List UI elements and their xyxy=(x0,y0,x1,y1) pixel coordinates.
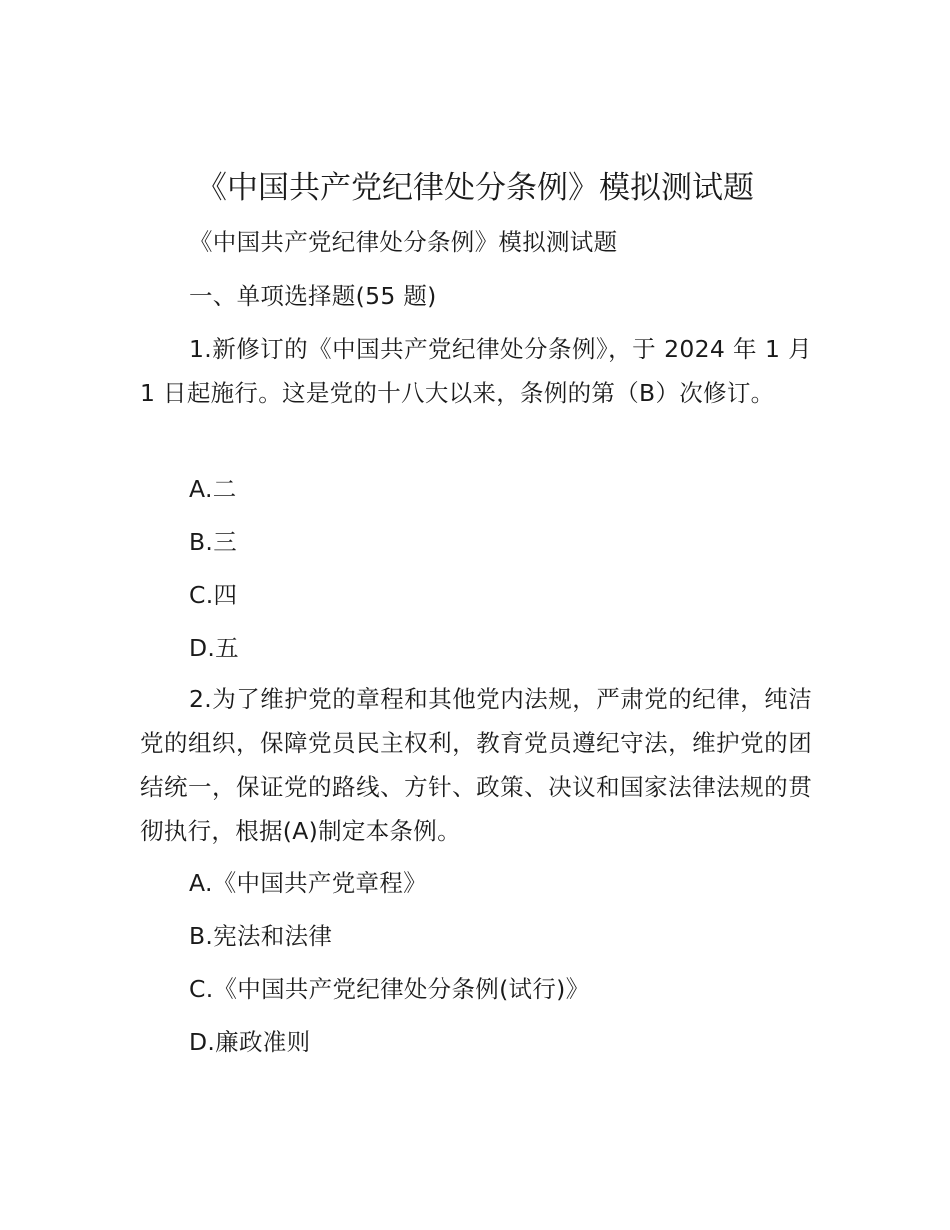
question-1-option-b: B.三 xyxy=(189,528,237,556)
document-title: 《中国共产党纪律处分条例》模拟测试题 xyxy=(196,170,754,206)
question-2-option-a: A.《中国共产党章程》 xyxy=(189,869,427,897)
question-1-option-d: D.五 xyxy=(189,634,239,662)
question-1-option-a: A.二 xyxy=(189,475,237,503)
question-2-text: 2.为了维护党的章程和其他党内法规，严肃党的纪律，纯洁党的组织，保障党员民主权利，教育党员遵纪守法，维护党的团结统一，保证党的路线、方针、政策、决议和国家法律法规的贯彻执行，根据(A)制定本条例。 xyxy=(140,685,812,845)
question-2-option-d: D.廉政准则 xyxy=(189,1028,311,1056)
question-1-text: 1.新修订的《中国共产党纪律处分条例》，于 2024 年 1 月 1 日起施行。这是党的十八大以来，条例的第（B）次修订。 xyxy=(140,335,812,407)
question-1-option-c: C.四 xyxy=(189,581,238,609)
subtitle: 《中国共产党纪律处分条例》模拟测试题 xyxy=(189,228,618,256)
question-2-option-c: C.《中国共产党纪律处分条例(试行)》 xyxy=(189,975,590,1003)
section-heading: 一、单项选择题(55 题) xyxy=(189,282,437,310)
question-2-option-b: B.宪法和法律 xyxy=(189,922,333,950)
